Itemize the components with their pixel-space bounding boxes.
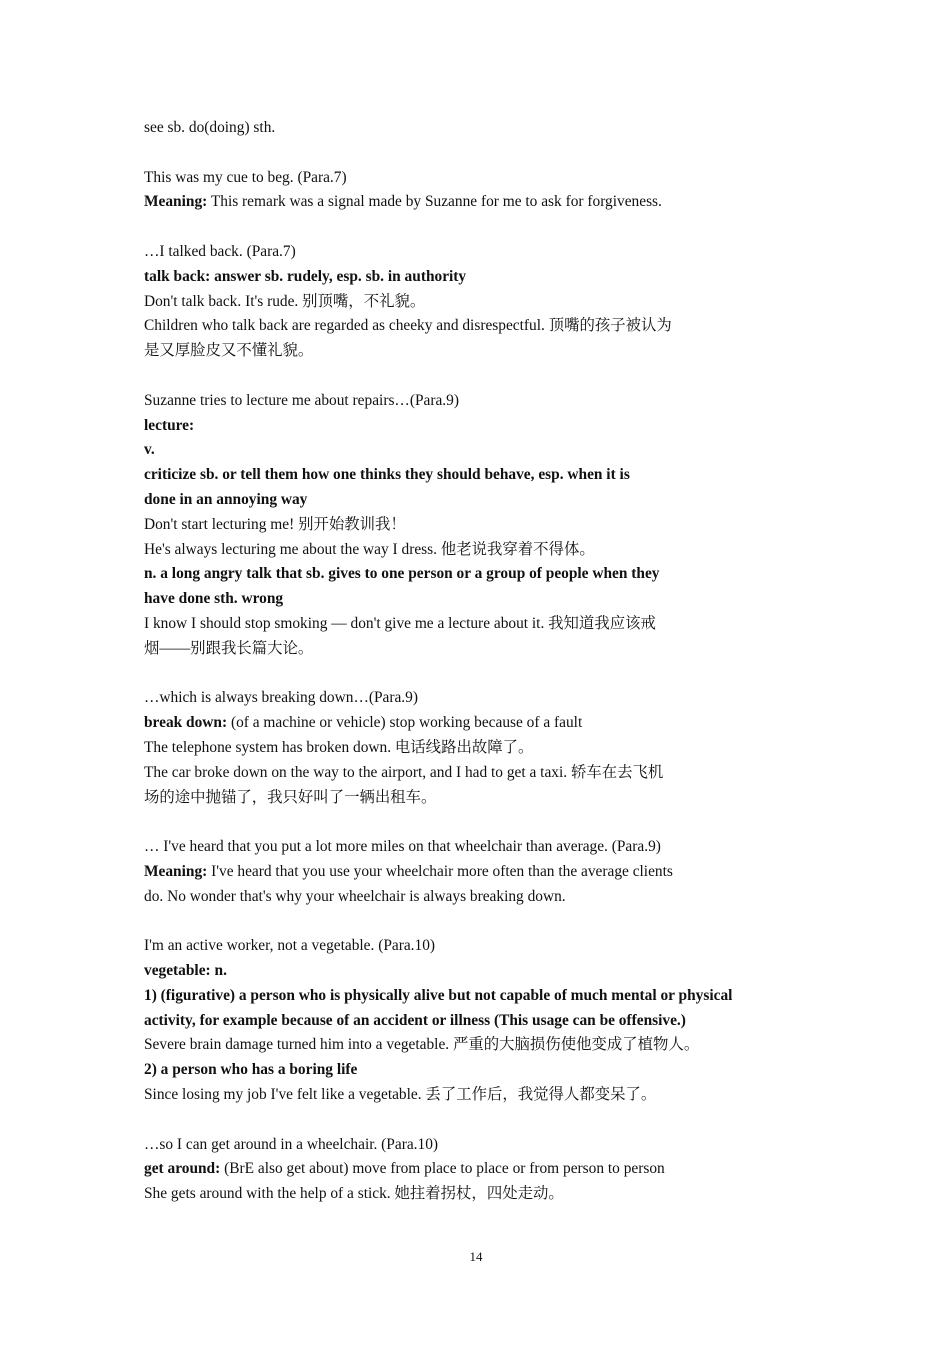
bold-term: get around: [144,1160,221,1178]
text-line [144,1009,816,1034]
bold-term: Meaning: [144,862,208,880]
line-text: …which is always breaking down…(Para.9) [144,689,418,707]
line-text: see sb. do(doing) sth. [144,119,276,136]
paragraph-gap [144,1108,816,1133]
line-text: …so I can get around in a wheelchair. (Para.10) [144,1135,439,1153]
line-text: Children who talk back are regarded as cheeky and disrespectful. 顶嘴的孩子被认为 [144,317,672,335]
text-line [144,190,816,215]
line-text: Don't talk back. It's rude. 别顶嘴，不礼貌。 [144,292,426,310]
bold-term: n. a long angry talk that sb. gives to one person or a group of people when they [144,565,660,583]
line-text: She gets around with the help of a stick. 她拄着拐杖，四处走动。 [144,1185,564,1203]
text-line [144,1133,816,1158]
paragraph-gap [144,910,816,935]
line-text: I'm an active worker, not a vegetable. (Para.10) [144,937,436,955]
text-line [144,513,816,538]
line-text: The telephone system has broken down. 电话线路出故障了。 [144,738,534,756]
bold-term: activity, for example because of an accident or illness (This usage can be offensive.) [144,1011,686,1029]
text-line [144,562,816,587]
text-line [144,711,816,736]
line-text: 场的途中抛锚了，我只好叫了一辆出租车。 [144,788,437,806]
line-text: I know I should stop smoking — don't give me a lecture about it. 我知道我应该戒 [144,614,656,632]
line-text: Since losing my job I've felt like a vegetable. 丢了工作后，我觉得人都变呆了。 [144,1086,657,1104]
text-line [144,860,816,885]
bold-term: 2) a person who has a boring life [144,1061,358,1079]
line-text: I've heard that you use your wheelchair more often than the average clients [207,862,673,880]
line-text: … I've heard that you put a lot more miles on that wheelchair than average. (Para.9) [144,838,661,856]
text-line [144,612,816,637]
text-line [144,488,816,513]
line-text: …I talked back. (Para.7) [144,242,296,260]
text-line [144,240,816,265]
text-line [144,1157,816,1182]
bold-term: lecture: [144,416,195,434]
paragraph-gap [144,364,816,389]
line-text: This remark was a signal made by Suzanne for me to ask for forgiveness. [207,193,662,211]
page-number: 14 [469,1249,483,1264]
text-line [144,885,816,910]
text-line [144,934,816,959]
text-line [144,314,816,339]
line-text: Severe brain damage turned him into a vegetable. 严重的大脑损伤使他变成了植物人。 [144,1036,700,1054]
bold-term: vegetable: n. [144,962,227,980]
bold-term: criticize sb. or tell them how one thinks they should behave, esp. when it is [144,466,630,484]
line-text: do. No wonder that's why your wheelchair is always breaking down. [144,887,566,905]
document-body [144,116,816,1207]
text-line [144,463,816,488]
text-line [144,686,816,711]
line-text: (BrE also get about) move from place to place or from person to person [220,1160,665,1178]
line-text: Suzanne tries to lecture me about repairs…(Para.9) [144,391,459,409]
text-line [144,339,816,364]
text-line [144,438,816,463]
bold-term: done in an annoying way [144,490,308,508]
text-line [144,389,816,414]
text-line [144,538,816,563]
text-line [144,835,816,860]
line-text: 是又厚脸皮又不懂礼貌。 [144,342,314,360]
text-line [144,265,816,290]
bold-term: 1) (figurative) a person who is physically alive but not capable of much mental or physical [144,986,733,1004]
text-line [144,587,816,612]
text-line [144,786,816,811]
line-text: He's always lecturing me about the way I dress. 他老说我穿着不得体。 [144,540,595,558]
bold-term: have done sth. wrong [144,590,284,608]
text-line [144,166,816,191]
text-line [144,637,816,662]
text-line [144,116,816,141]
paragraph-gap [144,662,816,687]
paragraph-gap [144,810,816,835]
text-line [144,761,816,786]
bold-term: talk back: answer sb. rudely, esp. sb. in authority [144,267,467,285]
text-line [144,1182,816,1207]
line-text: The car broke down on the way to the airport, and I had to get a taxi. 轿车在去飞机 [144,763,664,781]
text-line [144,414,816,439]
line-text: (of a machine or vehicle) stop working because of a fault [227,714,583,732]
text-line [144,984,816,1009]
bold-term: v. [144,441,155,459]
bold-term: Meaning: [144,193,208,211]
text-line [144,1083,816,1108]
paragraph-gap [144,215,816,240]
line-text: This was my cue to beg. (Para.7) [144,168,347,186]
text-line [144,290,816,315]
line-text: 烟——别跟我长篇大论。 [144,639,314,657]
text-line [144,736,816,761]
text-line [144,959,816,984]
bold-term: break down: [144,714,228,732]
text-line [144,1033,816,1058]
text-line [144,1058,816,1083]
line-text: Don't start lecturing me! 别开始教训我！ [144,515,406,533]
paragraph-gap [144,141,816,166]
